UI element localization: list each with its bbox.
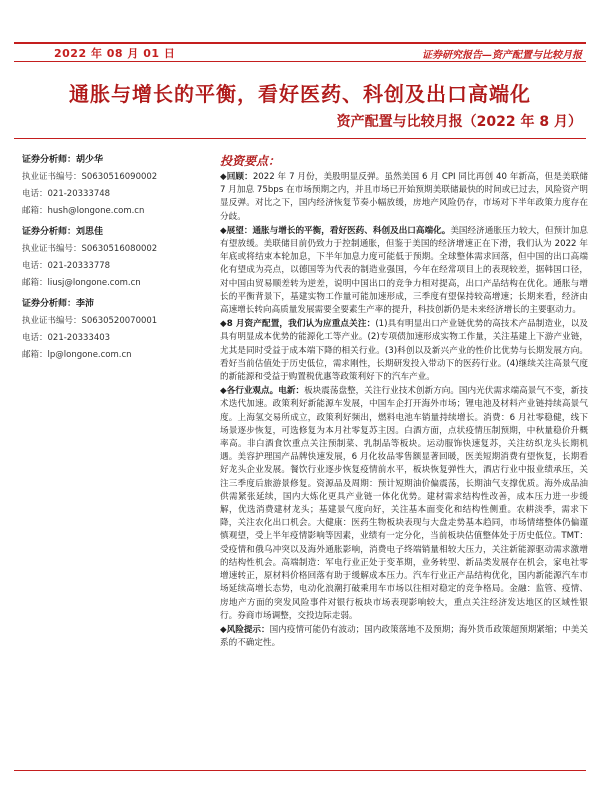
investment-summary — [220, 152, 588, 651]
title-rule — [14, 138, 586, 139]
report-date: 2022 年 08 月 01 日 — [54, 47, 176, 60]
allocation-paragraph — [220, 318, 588, 384]
main-title: 通胀与增长的平衡，看好医药、科创及出口高端化 — [69, 82, 531, 106]
analyst-block — [22, 224, 212, 292]
outlook-text: 美国经济通胀压力较大，但预计加息有望放缓。美联储目前仍致力于控制通胀，但鉴于美国的经济增速正在下滑，我们认为 2022 年年底或将结束本轮加息，下半年加息力度可能低于预期。全球整体需求回落，但中国的出口高端化有望成为亮点，以德国等为代表的制造业强国，今年在经常项目上的表现较差，据韩国口径，对中国由贸易顺差转为逆差，说明中国出口的竞争力相对提高，出口产品结构在优化。通胀与增长的平衡背景下，基建实物工作量可能加速形成，三季度有望保持较高增速；长期来看，经济由高速增长转向高质量发展需要全要素生产率的提升，科技创新仍是未来经济增长的主要驱动力。 — [220, 225, 588, 316]
summary-heading: 投资要点： — [220, 154, 281, 168]
sector-text: 板块震荡盘整，关注行业技术创新方向。国内光伏需求端高景气不变，新技术迭代加速。政策利好新能源车发展，中国车企打开海外市场；锂电池及材料产业链持续高景气度。上海氢交易所成立，政策利好频出，燃料电池车销量持续增长。消费：6 月社零稳健，线下场景逐步恢复，可选修复为本月社零复苏主因。白酒方面，点状疫情压制预期，中秋量稳价升概率高。非白酒食饮重点关注预制菜、乳制品等板块。运动服饰快速复苏，关注纺织龙头长期机遇。美容护理国产品牌快速发展，6 月化妆品零售额显著回暖，医美短期消费有望恢复，长期看好龙头企业发展。餐饮行业逐步恢复疫情前水平，板块恢复弹性大，酒店行业中报业绩承压，关注三季度后旅游景修复。资源品及周期：预计短期油价偏震荡，长期油气支撑优质。海外成品油供需紧张延续，国内大炼化更具产业链一体化优势。建材需求结构性改善，成本压力进一步缓解，优选消费建材龙头；基建景气度向好，关注基本面变化和结构性侧重。农耕淡季，需求下降，关注农化出口机会。大健康：医药生物板块表现与大盘走势基本趋同，市场情绪整体仍偏谨慎观望，受上半年疫情影响等因素，业绩有一定分化，当前板块估值整体处于历史低位。TMT：受疫情和俄乌冲突以及海外通胀影响，消费电子终端销量相较大压力，关注新能源驱动需求激增的结构性机会。高端制造：军电行业正处于变革期，业务转型、新品类发展存在机会，家电社零增速转正，原材料价格回落有助于缓解成本压力。汽车行业正产品结构优化，国内新能源汽车市场延续高增长态势，电动化浪潮打破乘用车市场以往相对稳定的竞争格局。金融：监管、疫情、房地产方面的突发风险事件对银行板块市场表现影响较大，重点关注经济发达地区的区域性银行。券商市场调整，交投边际走弱。 — [220, 386, 588, 621]
outlook-paragraph — [220, 225, 588, 317]
review-text: 2022 年 7 月份，美股明显反弹。虽然美国 6 月 CPI 同比再创 40 年新高，但是美联储 7 月加息 75bps 在市场预期之内，并且市场已开始预期美联储最快的时间或已过去，风险资产明显反弹。对比之下，国内经济恢复节奏小幅放缓，房地产风险仍存，市场对下半年政策力度存在分歧。 — [220, 172, 589, 222]
analyst-license: 执业证书编号：S0630516080002 — [22, 244, 158, 254]
outlook-lead: 通胀与增长的平衡，看好医药、科创及出口高端化。 — [252, 225, 451, 236]
analyst-name: 证券分析师：刘思佳 — [22, 227, 104, 237]
analyst-phone: 电话：021-20333748 — [22, 189, 111, 199]
header-band — [14, 42, 586, 62]
analyst-name: 证券分析师：李沛 — [22, 299, 95, 309]
analyst-license: 执业证书编号：S0630516090002 — [22, 172, 158, 182]
sector-lead: 电新： — [278, 386, 305, 397]
sector-label: ◆各行业观点。 — [220, 386, 279, 397]
risk-text: 国内疫情可能仍有波动；国内政策落地不及预期；海外货币政策超预期紧缩；中美关系的不确定性。 — [220, 624, 588, 649]
sub-title: 资产配置与比较月报（2022 年 8 月） — [336, 114, 582, 130]
analyst-email[interactable]: 邮箱：lp@longone.com.cn — [22, 350, 132, 360]
sector-paragraph — [220, 385, 588, 623]
analyst-block — [22, 152, 212, 220]
analyst-email[interactable]: 邮箱：liusj@longone.com.cn — [22, 278, 141, 288]
review-paragraph — [220, 171, 588, 224]
analyst-license: 执业证书编号：S0630520070001 — [22, 316, 158, 326]
header-top-rule — [14, 42, 586, 44]
allocation-text: (1)具有明显出口产业链优势的高技术产品制造业，以及具有明显成本优势的能源化工等产业。(2)专项债加速形成实物工作量，关注基建上下游产业链，尤其是同时受益于成本端下降的相关行业。(3)科创以及新兴产业的性价比优势与长期发展方向。看好当前估值处于历史低位，需求刚性，长期研发投入带动下的医药行业。(4)继续关注高景气度的新能源和受益于购置税优惠等政策利好下的汽车产业。 — [220, 319, 588, 383]
review-label: ◆回顾： — [220, 172, 253, 182]
footer-rule — [14, 770, 586, 771]
risk-paragraph — [220, 624, 588, 650]
analyst-phone: 电话：021-20333403 — [22, 333, 111, 343]
analyst-phone: 电话：021-20333778 — [22, 261, 111, 271]
risk-label: ◆风险提示： — [220, 624, 270, 635]
analyst-column — [22, 152, 212, 368]
outlook-label: ◆展望： — [220, 225, 253, 236]
allocation-label: ◆8 月资产配置，我们认为应重点关注： — [220, 319, 376, 330]
analyst-email[interactable]: 邮箱：hush@longone.com.cn — [22, 206, 145, 216]
header-bottom-rule — [14, 61, 586, 62]
report-category: 证券研究报告—资产配置与比较月报 — [422, 50, 582, 61]
analyst-name: 证券分析师：胡少华 — [22, 155, 104, 165]
analyst-block — [22, 296, 212, 364]
